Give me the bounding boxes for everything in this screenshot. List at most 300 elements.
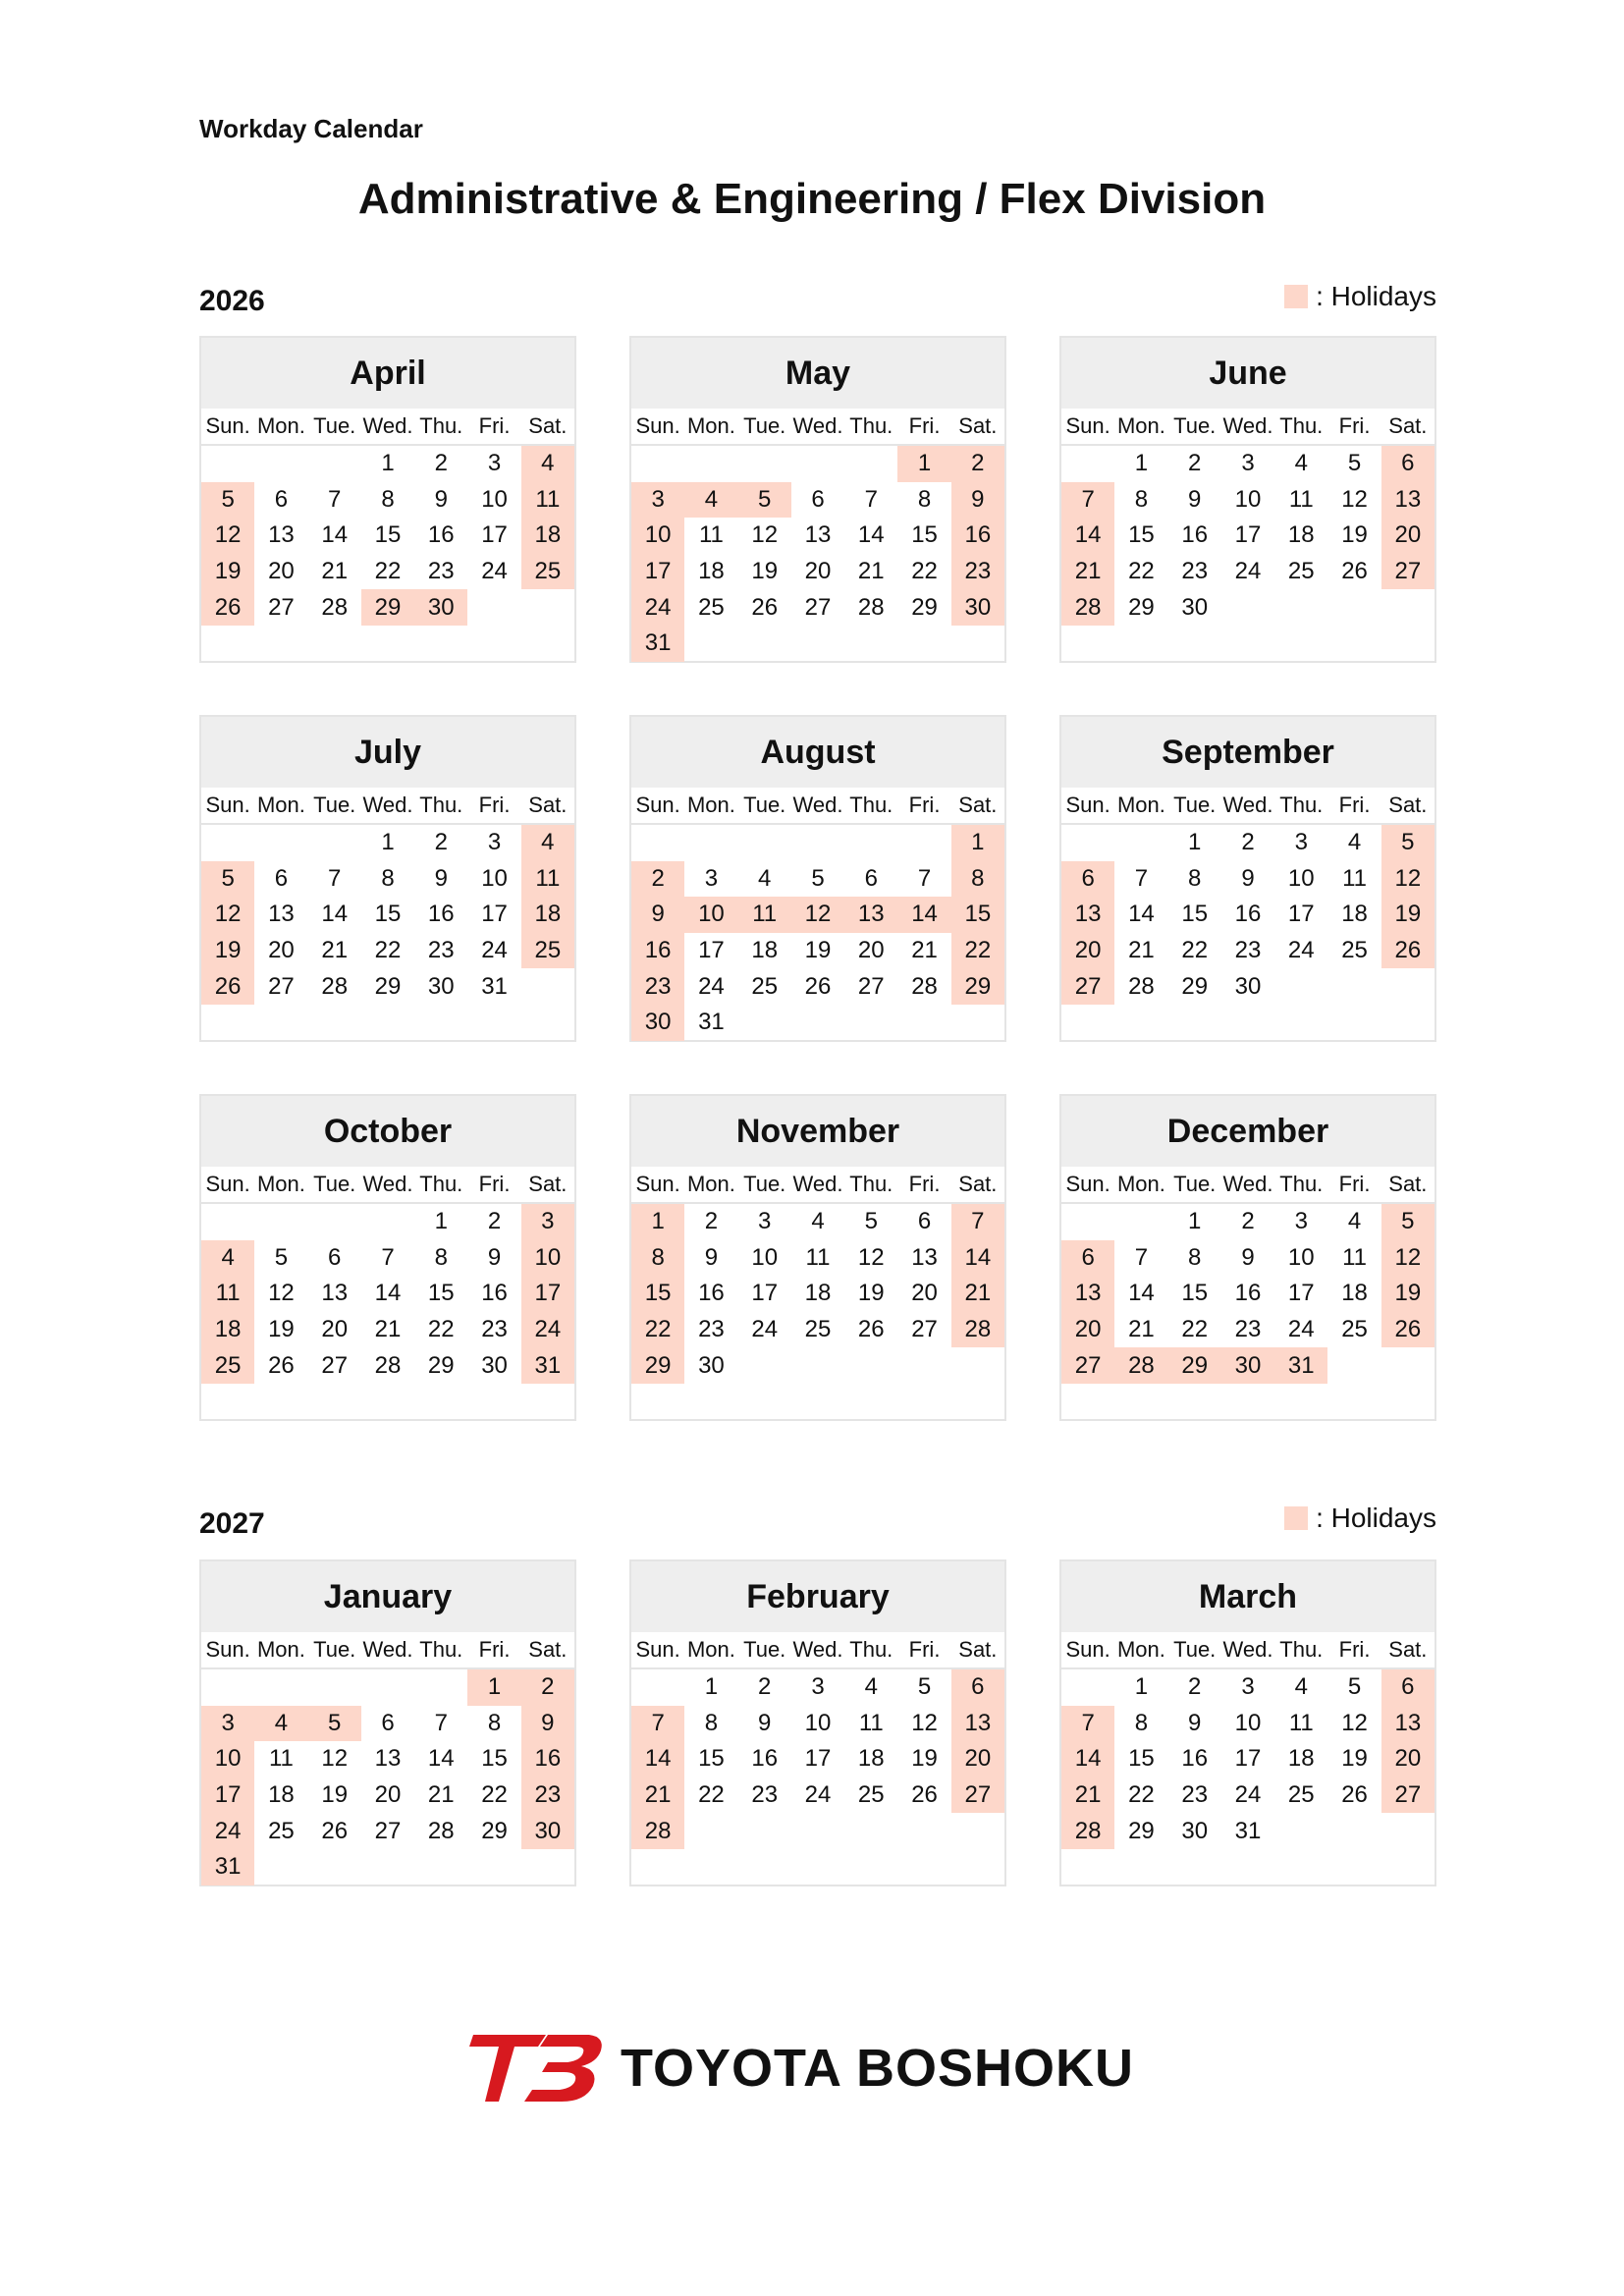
holiday-day-cell: 25 [521,933,574,969]
days-grid [201,446,574,626]
day-cell: 29 [427,1351,455,1379]
weekday-label: Sun. [635,793,680,817]
day-cell: 11 [1342,1243,1368,1271]
weekday-label: Thu. [1279,413,1324,438]
weekday-label: Sat. [958,413,998,438]
day-cell: 27 [268,972,295,1000]
day-cell: 22 [374,937,402,964]
month-card-february [629,1559,1006,1886]
day-cell: 26 [804,972,832,1000]
day-cell: 20 [268,558,295,585]
weekday-label: Tue. [1173,1637,1217,1662]
day-cell: 15 [1181,901,1209,928]
weekday-label: Wed. [362,1172,413,1196]
day-cell: 26 [321,1817,349,1844]
holiday-day-cell: 9 [631,897,684,933]
day-cell: 3 [758,1208,772,1235]
empty-cell [844,446,897,482]
month-name: July [201,717,574,788]
day-cell: 23 [1181,1781,1209,1809]
day-cell: 5 [864,1208,878,1235]
holiday-day-cell: 29 [1168,1347,1221,1384]
day-cell: 11 [1288,485,1314,513]
day-cell: 29 [911,593,938,621]
day-cell: 17 [804,1745,832,1773]
empty-cell [308,825,361,861]
day-cell: 12 [911,1709,938,1736]
year-label-2027: 2027 [199,1507,265,1540]
day-cell: 28 [1128,972,1155,1000]
day-cell: 7 [328,485,342,513]
empty-cell [738,825,791,861]
weekday-header-row [1061,788,1435,825]
day-cell: 19 [911,1745,938,1773]
document-title: Administrative & Engineering / Flex Division [357,175,1267,223]
day-cell: 20 [268,937,295,964]
day-cell: 18 [1341,1280,1368,1307]
day-cell: 19 [321,1781,349,1809]
empty-cell [308,1669,361,1706]
weekday-label: Mon. [686,793,735,817]
weekday-label: Mon. [1116,793,1165,817]
weekday-label: Thu. [849,1172,893,1196]
weekday-label: Tue. [1173,793,1217,817]
day-cell: 26 [911,1781,938,1809]
day-cell: 2 [1188,1673,1202,1701]
holiday-day-cell: 30 [951,589,1004,626]
day-cell: 31 [481,972,508,1000]
weekday-label: Wed. [1222,1637,1273,1662]
day-cell: 22 [1128,558,1155,585]
company-logo [469,2029,1134,2107]
weekday-label: Mon. [256,1637,305,1662]
holiday-day-cell: 27 [951,1777,1004,1814]
day-cell: 9 [1241,1243,1255,1271]
month-name: August [631,717,1004,788]
holiday-day-cell: 24 [521,1312,574,1348]
weekday-label: Tue. [313,1172,356,1196]
holiday-day-cell: 1 [897,446,950,482]
day-cell: 13 [911,1243,938,1271]
day-cell: 20 [857,937,885,964]
day-cell: 29 [481,1817,508,1844]
day-cell: 18 [1341,901,1368,928]
day-cell: 26 [857,1316,885,1343]
day-cell: 15 [1181,1280,1209,1307]
day-cell: 28 [321,972,349,1000]
days-grid [631,1669,1004,1849]
day-cell: 15 [374,521,402,549]
day-cell: 24 [751,1316,779,1343]
holiday-day-cell: 31 [521,1347,574,1384]
day-cell: 24 [698,972,725,1000]
day-cell: 19 [268,1316,295,1343]
holiday-day-cell: 19 [201,933,254,969]
day-cell: 24 [1287,937,1315,964]
days-grid [631,825,1004,1041]
empty-cell [1061,825,1114,861]
day-cell: 3 [1241,1673,1255,1701]
day-cell: 20 [321,1316,349,1343]
weekday-label: Fri. [478,413,511,438]
holiday-day-cell: 23 [631,968,684,1005]
weekday-label: Tue. [743,1637,786,1662]
holiday-day-cell: 24 [201,1813,254,1849]
day-cell: 8 [487,1709,502,1736]
day-cell: 22 [1128,1781,1155,1809]
day-cell: 1 [1134,1673,1149,1701]
day-cell: 4 [758,864,772,892]
day-cell: 24 [1234,558,1262,585]
toyota-boshoku-emblem-icon [469,2029,607,2107]
day-cell: 14 [1128,1280,1155,1307]
day-cell: 16 [751,1745,779,1773]
holiday-day-cell: 20 [1381,518,1435,554]
day-cell: 17 [1234,521,1262,549]
day-cell: 20 [374,1781,402,1809]
day-cell: 9 [1241,864,1255,892]
month-name: September [1061,717,1435,788]
holiday-day-cell: 26 [1381,1312,1435,1348]
holiday-legend-2027 [1284,1503,1436,1534]
weekday-label: Mon. [686,413,735,438]
day-cell: 22 [1181,1316,1209,1343]
month-name: June [1061,338,1435,409]
empty-cell [201,1204,254,1240]
weekday-label: Mon. [686,1172,735,1196]
day-cell: 22 [1181,937,1209,964]
weekday-label: Fri. [478,793,511,817]
weekday-label: Tue. [743,793,786,817]
day-cell: 4 [1347,1208,1362,1235]
day-cell: 28 [427,1817,455,1844]
weekday-label: Thu. [849,413,893,438]
weekday-label: Thu. [419,1172,463,1196]
day-cell: 24 [481,558,508,585]
weekday-label: Wed. [792,1172,843,1196]
day-cell: 8 [1188,1243,1202,1271]
holiday-day-cell: 8 [631,1240,684,1277]
holiday-day-cell: 23 [951,554,1004,590]
day-cell: 4 [811,1208,825,1235]
day-cell: 30 [698,1351,725,1379]
day-cell: 21 [857,558,885,585]
weekday-label: Sat. [1388,1637,1428,1662]
holiday-day-cell: 17 [521,1276,574,1312]
empty-cell [1114,1204,1167,1240]
holiday-day-cell: 7 [631,1706,684,1742]
day-cell: 6 [917,1208,932,1235]
holiday-day-cell: 6 [1381,446,1435,482]
day-cell: 17 [1287,901,1315,928]
empty-cell [1061,446,1114,482]
holiday-day-cell: 12 [201,897,254,933]
day-cell: 30 [1181,593,1209,621]
empty-cell [201,446,254,482]
day-cell: 8 [381,485,395,513]
day-cell: 17 [481,901,508,928]
day-cell: 27 [321,1351,349,1379]
day-cell: 16 [698,1280,725,1307]
month-card-may [629,336,1006,663]
day-cell: 31 [1234,1817,1262,1844]
day-cell: 18 [857,1745,885,1773]
day-cell: 15 [698,1745,725,1773]
day-cell: 10 [481,864,508,892]
month-card-december [1059,1094,1436,1421]
weekday-label: Sat. [958,1637,998,1662]
day-cell: 25 [698,593,725,621]
holiday-day-cell: 27 [1381,1777,1435,1814]
empty-cell [254,1669,307,1706]
weekday-label: Sat. [958,793,998,817]
holiday-day-cell: 2 [521,1669,574,1706]
day-cell: 10 [1234,1709,1262,1736]
day-cell: 6 [864,864,878,892]
month-name: November [631,1096,1004,1167]
empty-cell [254,446,307,482]
holiday-day-cell: 20 [1381,1741,1435,1777]
holiday-day-cell: 22 [631,1312,684,1348]
weekday-label: Sat. [1388,413,1428,438]
empty-cell [201,825,254,861]
day-cell: 11 [1288,1709,1314,1736]
empty-cell [791,825,844,861]
month-card-june [1059,336,1436,663]
day-cell: 22 [698,1781,725,1809]
day-cell: 28 [911,972,938,1000]
holiday-day-cell: 14 [631,1741,684,1777]
day-cell: 12 [321,1745,349,1773]
day-cell: 2 [704,1208,719,1235]
empty-cell [201,1669,254,1706]
holiday-day-cell: 2 [631,861,684,898]
weekday-label: Wed. [1222,793,1273,817]
day-cell: 30 [427,972,455,1000]
day-cell: 26 [751,593,779,621]
day-cell: 25 [857,1781,885,1809]
day-cell: 24 [481,937,508,964]
day-cell: 23 [427,937,455,964]
day-cell: 18 [1287,521,1315,549]
holiday-day-cell: 4 [521,446,574,482]
day-cell: 16 [481,1280,508,1307]
weekday-header-row [201,1632,574,1669]
day-cell: 23 [427,558,455,585]
holiday-day-cell: 12 [1381,1240,1435,1277]
holiday-day-cell: 7 [1061,482,1114,519]
holiday-day-cell: 27 [1061,1347,1114,1384]
day-cell: 13 [804,521,832,549]
day-cell: 2 [1241,829,1255,856]
holiday-day-cell: 3 [521,1204,574,1240]
day-cell: 1 [434,1208,448,1235]
day-cell: 22 [481,1781,508,1809]
day-cell: 19 [1341,1745,1368,1773]
day-cell: 7 [434,1709,448,1736]
day-cell: 7 [1134,864,1149,892]
weekday-label: Fri. [478,1637,511,1662]
weekday-label: Thu. [419,793,463,817]
days-grid [1061,446,1435,626]
document-label: Workday Calendar [199,114,423,143]
holiday-day-cell: 23 [521,1777,574,1814]
days-grid [201,825,574,1005]
weekday-label: Wed. [1222,413,1273,438]
day-cell: 16 [1234,1280,1262,1307]
day-cell: 23 [1234,937,1262,964]
day-cell: 27 [857,972,885,1000]
holiday-day-cell: 5 [201,861,254,898]
holiday-day-cell: 16 [951,518,1004,554]
day-cell: 16 [1181,521,1209,549]
day-cell: 23 [1181,558,1209,585]
day-cell: 8 [434,1243,448,1271]
weekday-label: Thu. [849,1637,893,1662]
day-cell: 7 [864,485,878,513]
month-card-march [1059,1559,1436,1886]
day-cell: 17 [1287,1280,1315,1307]
day-cell: 8 [917,485,932,513]
holiday-day-cell: 22 [951,933,1004,969]
holiday-day-cell: 10 [684,897,737,933]
weekday-label: Wed. [792,1637,843,1662]
holiday-day-cell: 6 [1381,1669,1435,1706]
holiday-swatch-icon [1284,1506,1308,1530]
empty-cell [791,446,844,482]
holiday-day-cell: 30 [1221,1347,1274,1384]
day-cell: 24 [1287,1316,1315,1343]
weekday-header-row [1061,409,1435,446]
day-cell: 5 [274,1243,289,1271]
weekday-label: Mon. [686,1637,735,1662]
holiday-day-cell: 3 [201,1706,254,1742]
holiday-day-cell: 2 [951,446,1004,482]
day-cell: 10 [1287,1243,1315,1271]
month-name: January [201,1561,574,1632]
day-cell: 6 [274,485,289,513]
holiday-day-cell: 29 [951,968,1004,1005]
holiday-day-cell: 27 [1381,554,1435,590]
months-grid-2027 [199,1559,1436,1886]
weekday-label: Thu. [849,793,893,817]
day-cell: 18 [268,1781,295,1809]
weekday-label: Tue. [1173,413,1217,438]
holiday-day-cell: 26 [1381,933,1435,969]
holiday-day-cell: 6 [1061,861,1114,898]
day-cell: 24 [804,1781,832,1809]
weekday-label: Sun. [1065,1637,1110,1662]
weekday-header-row [631,1167,1004,1204]
holiday-day-cell: 12 [201,518,254,554]
day-cell: 30 [1181,1817,1209,1844]
month-card-august [629,715,1006,1042]
day-cell: 1 [381,829,395,856]
holiday-day-cell: 19 [1381,1276,1435,1312]
legend-label: : Holidays [1316,281,1436,311]
day-cell: 14 [321,901,349,928]
day-cell: 17 [1234,1745,1262,1773]
day-cell: 3 [811,1673,825,1701]
holiday-day-cell: 1 [467,1669,520,1706]
day-cell: 3 [1241,450,1255,477]
day-cell: 28 [374,1351,402,1379]
holiday-day-cell: 26 [201,968,254,1005]
weekday-label: Fri. [1338,793,1371,817]
day-cell: 3 [487,450,502,477]
holiday-day-cell: 17 [201,1777,254,1814]
day-cell: 3 [1294,1208,1308,1235]
day-cell: 23 [1234,1316,1262,1343]
days-grid [201,1669,574,1886]
day-cell: 18 [804,1280,832,1307]
day-cell: 27 [268,593,295,621]
day-cell: 5 [1347,450,1362,477]
day-cell: 7 [381,1243,395,1271]
holiday-day-cell: 26 [201,589,254,626]
day-cell: 24 [1234,1781,1262,1809]
holiday-day-cell: 29 [361,589,414,626]
day-cell: 6 [328,1243,342,1271]
day-cell: 3 [704,864,719,892]
month-name: May [631,338,1004,409]
weekday-label: Tue. [1173,1172,1217,1196]
weekday-label: Thu. [419,413,463,438]
holiday-day-cell: 16 [631,933,684,969]
weekday-label: Mon. [256,1172,305,1196]
weekday-label: Thu. [419,1637,463,1662]
holiday-day-cell: 5 [308,1706,361,1742]
weekday-header-row [201,409,574,446]
holiday-day-cell: 13 [1381,482,1435,519]
holiday-day-cell: 30 [521,1813,574,1849]
day-cell: 22 [911,558,938,585]
weekday-label: Sat. [528,1172,568,1196]
day-cell: 12 [1341,1709,1368,1736]
holiday-day-cell: 5 [1381,1204,1435,1240]
day-cell: 29 [374,972,402,1000]
holiday-day-cell: 15 [631,1276,684,1312]
day-cell: 23 [481,1316,508,1343]
weekday-label: Sun. [205,1172,250,1196]
day-cell: 7 [1134,1243,1149,1271]
day-cell: 1 [704,1673,719,1701]
weekday-label: Fri. [1338,413,1371,438]
holiday-day-cell: 24 [631,589,684,626]
days-grid [631,446,1004,662]
day-cell: 12 [1341,485,1368,513]
weekday-label: Sun. [635,413,680,438]
holiday-day-cell: 11 [738,897,791,933]
weekday-label: Fri. [908,793,941,817]
day-cell: 1 [1188,1208,1202,1235]
holiday-day-cell: 25 [201,1347,254,1384]
weekday-header-row [1061,1632,1435,1669]
day-cell: 25 [1341,937,1368,964]
weekday-label: Sat. [528,413,568,438]
weekday-label: Wed. [1222,1172,1273,1196]
day-cell: 11 [1342,864,1368,892]
day-cell: 4 [864,1673,878,1701]
day-cell: 23 [698,1316,725,1343]
day-cell: 2 [434,450,448,477]
day-cell: 8 [704,1709,719,1736]
month-card-january [199,1559,576,1886]
holiday-day-cell: 6 [951,1669,1004,1706]
weekday-header-row [631,409,1004,446]
day-cell: 15 [374,901,402,928]
day-cell: 16 [427,901,455,928]
